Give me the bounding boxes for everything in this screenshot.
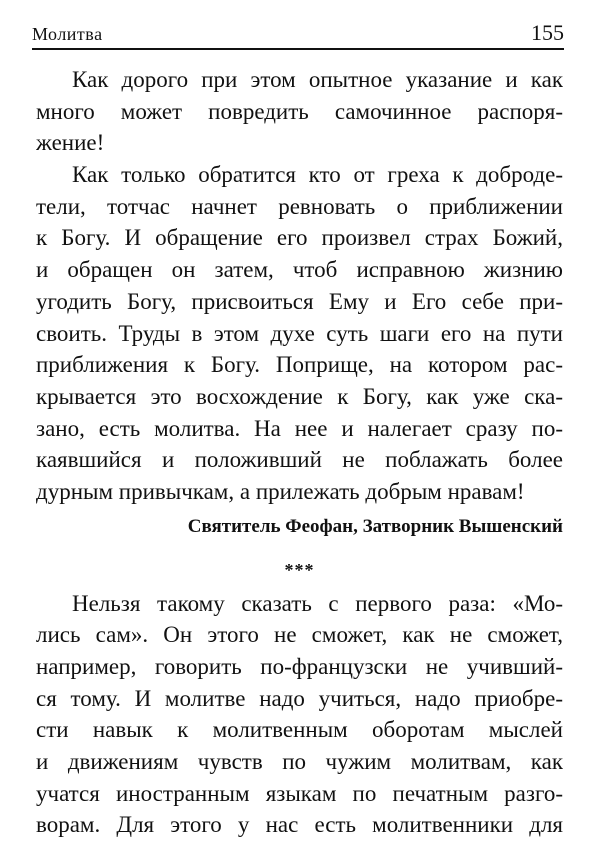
text-line: крывается это восхождение к Богу, как уже ска- xyxy=(36,383,563,409)
text-line: Как дорого при этом опытное указание и как xyxy=(72,67,563,92)
text-line: своить. Труды в этом духе суть шаги его на пути xyxy=(36,320,563,346)
text-line: ворам. Для этого у нас есть молитвенники для xyxy=(36,812,563,838)
paragraph-3 xyxy=(36,588,563,842)
text-line: каявшийся и положивший не поблажать более xyxy=(36,447,563,473)
paragraph-2 xyxy=(36,159,563,508)
text-line: ся тому. И молитве надо учиться, надо приобре- xyxy=(36,685,563,711)
text-line: угодить Богу, присвоиться Ему и Его себе при- xyxy=(36,288,563,314)
text-line: много может повредить самочинное распоря- xyxy=(36,98,563,124)
section-separator: *** xyxy=(284,559,315,580)
page-header xyxy=(32,20,564,50)
page-number: 155 xyxy=(531,20,564,45)
text-line: учатся иностранным языкам по печатным разго- xyxy=(36,780,563,806)
text-line: Нельзя такому сказать с первого раза: «Мо- xyxy=(72,590,563,616)
text-line: лись сам». Он этого не сможет, как не сможет, xyxy=(36,622,563,648)
text-line: например, говорить по-французски не учивший- xyxy=(36,654,563,679)
text-line: к Богу. И обращение его произвел страх Божий, xyxy=(36,225,563,251)
attribution: Святитель Феофан, Затворник Вышенский xyxy=(187,515,563,537)
text-line: жение! xyxy=(36,130,105,156)
text-line: приближения к Богу. Поприще, на котором рас- xyxy=(36,352,563,378)
body-text xyxy=(36,64,563,841)
text-line: и обращен он затем, чтоб исправною жизнию xyxy=(36,257,563,283)
text-line: дурным привычкам, а прилежать добрым нравам! xyxy=(36,478,525,504)
text-line: Как только обратится кто от греха к доброде- xyxy=(72,162,563,188)
text-line: сти навык к молитвенным оборотам мыслей xyxy=(36,717,563,743)
text-line: зано, есть молитва. На нее и налегает сразу по- xyxy=(36,415,563,441)
text-line: и движениям чувств по чужим молитвам, как xyxy=(36,749,563,775)
running-title: Молитва xyxy=(32,24,103,44)
text-line: тели, тотчас начнет ревновать о приближении xyxy=(36,193,563,219)
paragraph-1 xyxy=(36,64,563,159)
